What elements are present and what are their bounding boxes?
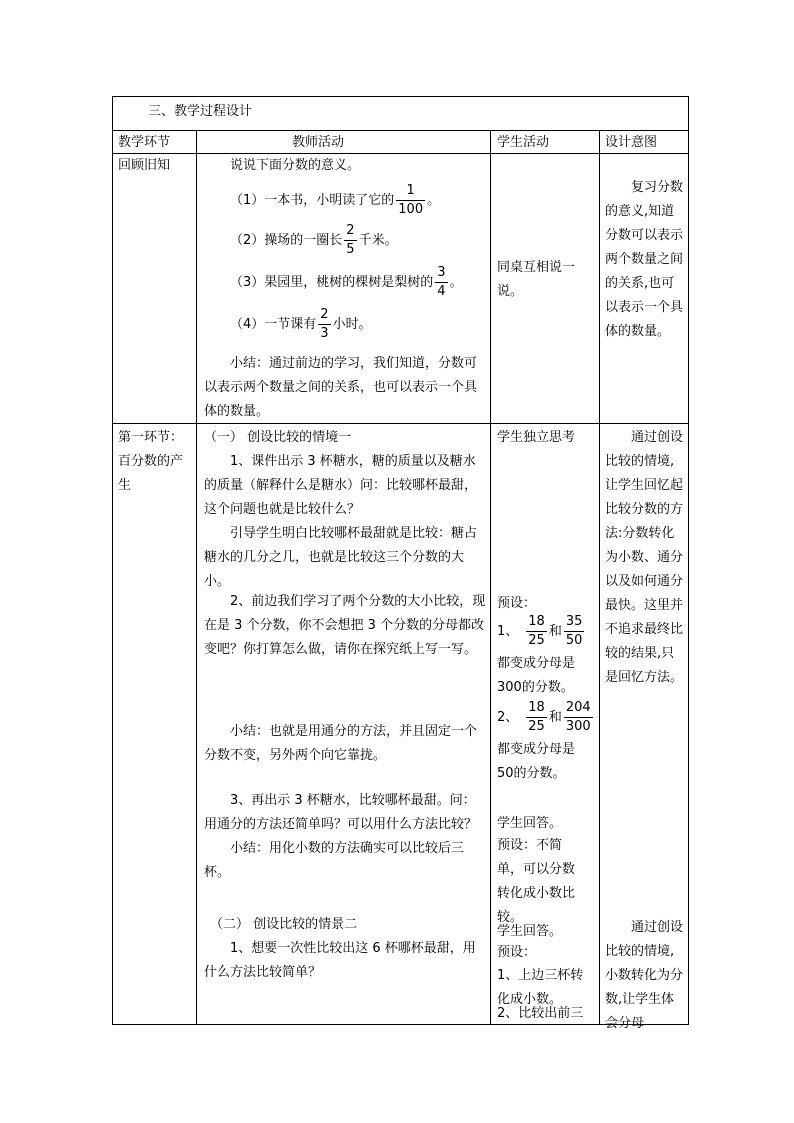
row2-student-answer: 学生回答。	[497, 816, 563, 831]
row2-student-preset-answer: 预设：不简单，可以分数转化成小数比较。	[497, 838, 576, 925]
item-text: （1）一本书，小明读了它的	[230, 193, 395, 208]
row2-paragraph: 3、再出示 3 杯糖水，比较哪杯最甜。问：用通分的方法还简单吗？可以用什么方法比较？	[204, 793, 478, 832]
fraction-denominator: 50	[565, 633, 583, 648]
table-divider	[112, 130, 689, 131]
fraction	[318, 306, 330, 343]
row2-heading-2: （二） 创设比较的情景二	[210, 917, 358, 932]
row1-summary: 小结：通过前边的学习，我们知道，分数可以表示两个数量之间的关系，也可以表示一个具体的数量。	[204, 356, 478, 419]
table-border-left	[112, 96, 113, 1025]
header-stage: 教学环节	[118, 135, 171, 150]
row2-student-list-item: 1、上边三杯转化成小数。	[497, 968, 584, 1007]
fraction-numerator: 35	[564, 613, 585, 632]
table-border-right	[688, 96, 689, 1025]
item-text: 2、	[497, 710, 519, 725]
row2-student-preset: 预设：	[497, 596, 537, 611]
fraction	[564, 699, 593, 736]
fraction-denominator: 4	[437, 284, 446, 299]
item-text: 和	[548, 710, 562, 725]
header-student: 学生活动	[497, 135, 550, 150]
item-text: 1、	[497, 624, 519, 639]
row2-intent-2	[605, 916, 685, 1031]
table-column-divider	[196, 130, 197, 1025]
row2-student-list-item: 2、比较出前三	[497, 1006, 584, 1021]
fraction-denominator: 5	[346, 242, 355, 257]
row2-paragraph: 小结：用化小数的方法确实可以比较后三杯。	[204, 841, 465, 880]
row2-student-think: 学生独立思考	[497, 430, 576, 445]
fraction-denominator: 300	[565, 719, 591, 734]
row1-intro: 说说下面分数的意义。	[230, 158, 361, 173]
fraction	[435, 264, 447, 301]
item-text: （2）操场的一圈长	[230, 233, 343, 248]
row2-intent-text: 通过创设比较的情境,小数转化为分数,让学生体会分母	[605, 920, 684, 1031]
row2-paragraph: 小结：也就是用通分的方法，并且固定一个分数不变，另外两个向它靠拢。	[204, 724, 478, 763]
row2-paragraph: 2、前边我们学习了两个分数的大小比较，现在是 3 个分数，你不会想把 3 个分数的分母都改变吧？你打算怎么做，请你在探究纸上写一写。	[204, 594, 486, 657]
row2-teacher-p4	[204, 720, 486, 768]
header-teacher: 教师活动	[292, 135, 345, 150]
row1-item-4	[230, 306, 372, 344]
row2-paragraph: 1、想要一次性比较出这 6 杯哪杯最甜，用什么方法比较简单？	[204, 941, 476, 980]
row1-intent-text: 复习分数的意义,知道分数可以表示两个数量之间的关系,也可以表示一个具体的数量。	[605, 180, 684, 339]
item-text: 千米。	[358, 233, 398, 248]
fraction-denominator: 100	[398, 202, 424, 217]
row2-intent-text: 通过创设比较的情境,让学生回忆起比较分数的方法:分数转化为小数、通分以及如何通分最快。这里并不追求最终比较的结果,只是回忆方法。	[605, 430, 684, 685]
fraction-denominator: 25	[528, 633, 545, 648]
item-text: 和	[548, 624, 562, 639]
row2-teacher-p5	[204, 789, 486, 885]
row2-student-answer: 学生回答。	[497, 924, 563, 939]
row1-summary-cell	[204, 352, 486, 424]
row2-teacher-section2	[204, 913, 486, 985]
fraction	[526, 699, 547, 736]
row1-stage: 回顾旧知	[118, 158, 171, 173]
fraction	[344, 222, 356, 259]
table-column-divider	[599, 130, 600, 1025]
item-text: 。	[449, 275, 463, 290]
row1-student: 同桌互相说一说。	[497, 260, 576, 299]
item-text: 小时。	[332, 317, 372, 332]
fraction-numerator: 3	[435, 264, 447, 283]
fraction-numerator: 2	[318, 306, 330, 325]
fraction-numerator: 18	[526, 699, 547, 718]
row2-stage: 第一环节：百分数的产生	[118, 430, 184, 493]
row2-student-text: 都变成分母是50的分数。	[497, 742, 576, 781]
fraction-numerator: 18	[526, 613, 547, 632]
row2-student-preset: 预设：	[497, 945, 537, 960]
row2-teacher-top	[204, 426, 486, 594]
item-text: （4）一节课有	[230, 317, 317, 332]
row2-paragraph: 1、课件出示 3 杯糖水，糖的质量以及糖水的质量（解释什么是糖水）问：比较哪杯最甜，这个问题也就是比较什么？	[204, 454, 478, 517]
row2-heading-1: （一） 创设比较的情境一	[204, 430, 352, 445]
fraction-numerator: 204	[564, 699, 593, 718]
row1-item-3	[230, 264, 463, 302]
fraction	[396, 182, 425, 219]
fraction-denominator: 3	[320, 326, 329, 341]
lesson-table	[112, 96, 689, 1031]
fraction	[564, 613, 585, 650]
section-title: 三、教学过程设计	[148, 104, 253, 119]
row2-student-text: 都变成分母是300的分数。	[497, 656, 576, 695]
table-border-top	[112, 96, 689, 97]
fraction-numerator: 1	[396, 182, 425, 201]
fraction-numerator: 2	[344, 222, 356, 241]
row2-student-fraction-line-1	[497, 612, 586, 652]
row1-item-1	[230, 182, 440, 220]
row2-paragraph: 引导学生明白比较哪杯最甜就是比较：糖占糖水的几分之几，也就是比较这三个分数的大小。	[204, 526, 478, 589]
item-text: （3）果园里，桃树的棵树是梨树的	[230, 275, 434, 290]
row2-teacher-p3	[204, 590, 486, 662]
row2-student-fraction-line-2	[497, 698, 595, 738]
table-border-bottom	[112, 1024, 689, 1025]
row1-teacher	[204, 154, 484, 178]
row1-intent	[605, 176, 685, 344]
item-text: 。	[427, 193, 441, 208]
fraction-denominator: 25	[528, 719, 545, 734]
fraction	[526, 613, 547, 650]
row2-intent-1	[605, 426, 685, 690]
row1-item-2	[230, 222, 398, 260]
header-intent: 设计意图	[605, 135, 658, 150]
table-column-divider	[490, 130, 491, 1025]
